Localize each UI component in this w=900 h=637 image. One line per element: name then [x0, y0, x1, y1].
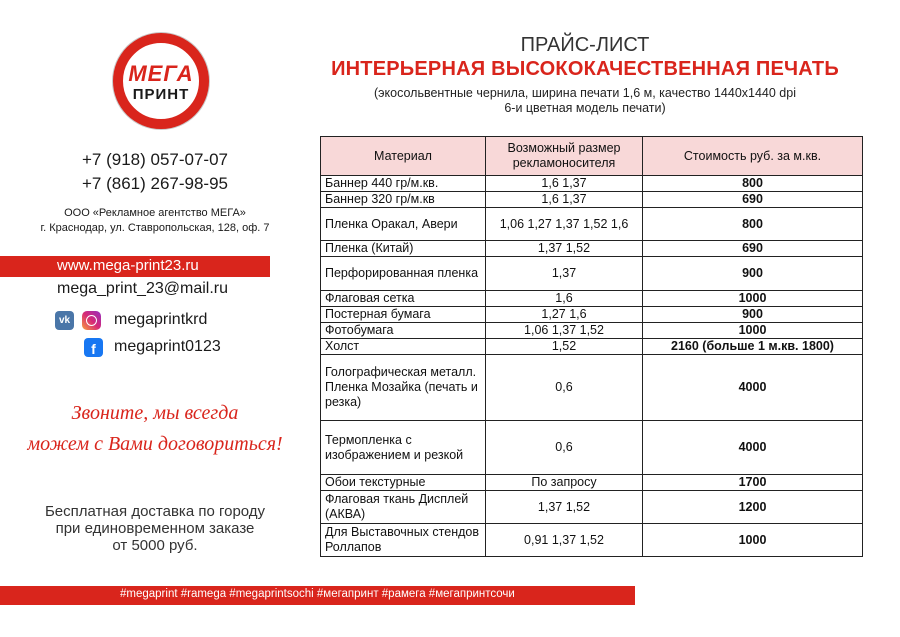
logo-text-print: ПРИНТ	[132, 86, 190, 103]
material-cell: Термопленка с изображением и резкой	[321, 421, 486, 475]
price-cell: 900	[643, 257, 863, 291]
material-cell: Флаговая сетка	[321, 291, 486, 307]
size-cell: 0,91 1,37 1,52	[486, 524, 643, 557]
table-row	[321, 257, 863, 291]
company-name: ООО «Рекламное агентство МЕГА»	[64, 207, 246, 219]
table-header-row	[321, 137, 863, 176]
email-link[interactable]: mega_print_23@mail.ru	[57, 280, 228, 297]
size-cell: 1,6 1,37	[486, 176, 643, 192]
material-cell: Для Выставочных стендов Роллапов	[321, 524, 486, 557]
size-cell: 1,52	[486, 339, 643, 355]
print-specs-line-2: 6-и цветная модель печати)	[504, 101, 666, 115]
price-cell: 800	[643, 208, 863, 241]
price-cell: 900	[643, 307, 863, 323]
table-row	[321, 192, 863, 208]
price-list-subtitle: ИНТЕРЬЕРНАЯ ВЫСОКОКАЧЕСТВЕННАЯ ПЕЧАТЬ	[331, 58, 839, 80]
social-handle-instagram[interactable]: megaprintkrd	[114, 311, 208, 328]
table-row	[321, 208, 863, 241]
website-link[interactable]: www.mega-print23.ru	[57, 257, 199, 274]
material-cell: Флаговая ткань Дисплей (АКВА)	[321, 491, 486, 524]
social-handle-facebook[interactable]: megaprint0123	[114, 338, 221, 355]
price-cell: 4000	[643, 421, 863, 475]
price-cell: 2160 (больше 1 м.кв. 1800)	[643, 339, 863, 355]
size-cell: 0,6	[486, 421, 643, 475]
price-cell: 1000	[643, 524, 863, 557]
header-size: Возможный размер рекламоносителя	[486, 137, 643, 176]
vk-icon[interactable]: vk	[55, 311, 74, 330]
size-cell: 1,37 1,52	[486, 241, 643, 257]
material-cell: Перфорированная пленка	[321, 257, 486, 291]
price-list-title: ПРАЙС-ЛИСТ	[520, 34, 650, 56]
print-specs-note	[300, 86, 870, 116]
price-cell: 1200	[643, 491, 863, 524]
size-cell: 1,27 1,6	[486, 307, 643, 323]
price-cell: 1000	[643, 323, 863, 339]
header-price: Стоимость руб. за м.кв.	[643, 137, 863, 176]
material-cell: Баннер 320 гр/м.кв	[321, 192, 486, 208]
header-material: Материал	[321, 137, 486, 176]
hashtags: #megaprint #ramega #megaprintsochi #мегапринт #рамега #мегапринтсочи	[120, 588, 515, 600]
company-address: г. Краснодар, ул. Ставропольская, 128, оф. 7	[40, 222, 270, 234]
slogan-line-1: Звоните, мы всегда	[71, 402, 239, 424]
print-specs-line-1: (экосольвентные чернила, ширина печати 1,6 м, качество 1440х1440 dpi	[373, 86, 796, 100]
size-cell: 1,6	[486, 291, 643, 307]
price-cell: 800	[643, 176, 863, 192]
slogan-line-2: можем с Вами договориться!	[27, 433, 283, 455]
size-cell: 1,06 1,37 1,52	[486, 323, 643, 339]
size-cell: 1,6 1,37	[486, 192, 643, 208]
size-cell: 0,6	[486, 355, 643, 421]
price-cell: 4000	[643, 355, 863, 421]
phone-2[interactable]: +7 (861) 267-98-95	[81, 174, 229, 193]
material-cell: Баннер 440 гр/м.кв.	[321, 176, 486, 192]
facebook-icon[interactable]: f	[84, 338, 103, 357]
website-bar	[0, 256, 270, 277]
size-cell: По запросу	[486, 475, 643, 491]
price-cell: 1000	[643, 291, 863, 307]
delivery-line-3: от 5000 руб.	[112, 537, 198, 554]
material-cell: Голографическая металл. Пленка Мозайка (печать и резка)	[321, 355, 486, 421]
material-cell: Пленка Оракал, Авери	[321, 208, 486, 241]
instagram-icon[interactable]	[82, 311, 101, 330]
price-cell: 690	[643, 192, 863, 208]
table-row	[321, 291, 863, 307]
size-cell: 1,37	[486, 257, 643, 291]
material-cell: Пленка (Китай)	[321, 241, 486, 257]
table-row	[321, 323, 863, 339]
material-cell: Фотобумага	[321, 323, 486, 339]
hashtag-bar	[0, 586, 635, 605]
size-cell: 1,37 1,52	[486, 491, 643, 524]
company-logo	[113, 33, 209, 129]
table-row	[321, 421, 863, 475]
phone-1[interactable]: +7 (918) 057-07-07	[81, 150, 229, 169]
table-row	[321, 241, 863, 257]
price-cell: 1700	[643, 475, 863, 491]
table-row	[321, 491, 863, 524]
material-cell: Холст	[321, 339, 486, 355]
delivery-line-2: при единовременном заказе	[55, 520, 255, 537]
table-row	[321, 475, 863, 491]
logo-text-mega: МЕГА	[128, 61, 194, 86]
table-row	[321, 307, 863, 323]
size-cell: 1,06 1,27 1,37 1,52 1,6	[486, 208, 643, 241]
table-row	[321, 339, 863, 355]
material-cell: Постерная бумага	[321, 307, 486, 323]
table-row	[321, 176, 863, 192]
material-cell: Обои текстурные	[321, 475, 486, 491]
table-row	[321, 524, 863, 557]
price-cell: 690	[643, 241, 863, 257]
price-table	[320, 136, 863, 557]
delivery-line-1: Бесплатная доставка по городу	[44, 503, 266, 520]
table-row	[321, 355, 863, 421]
